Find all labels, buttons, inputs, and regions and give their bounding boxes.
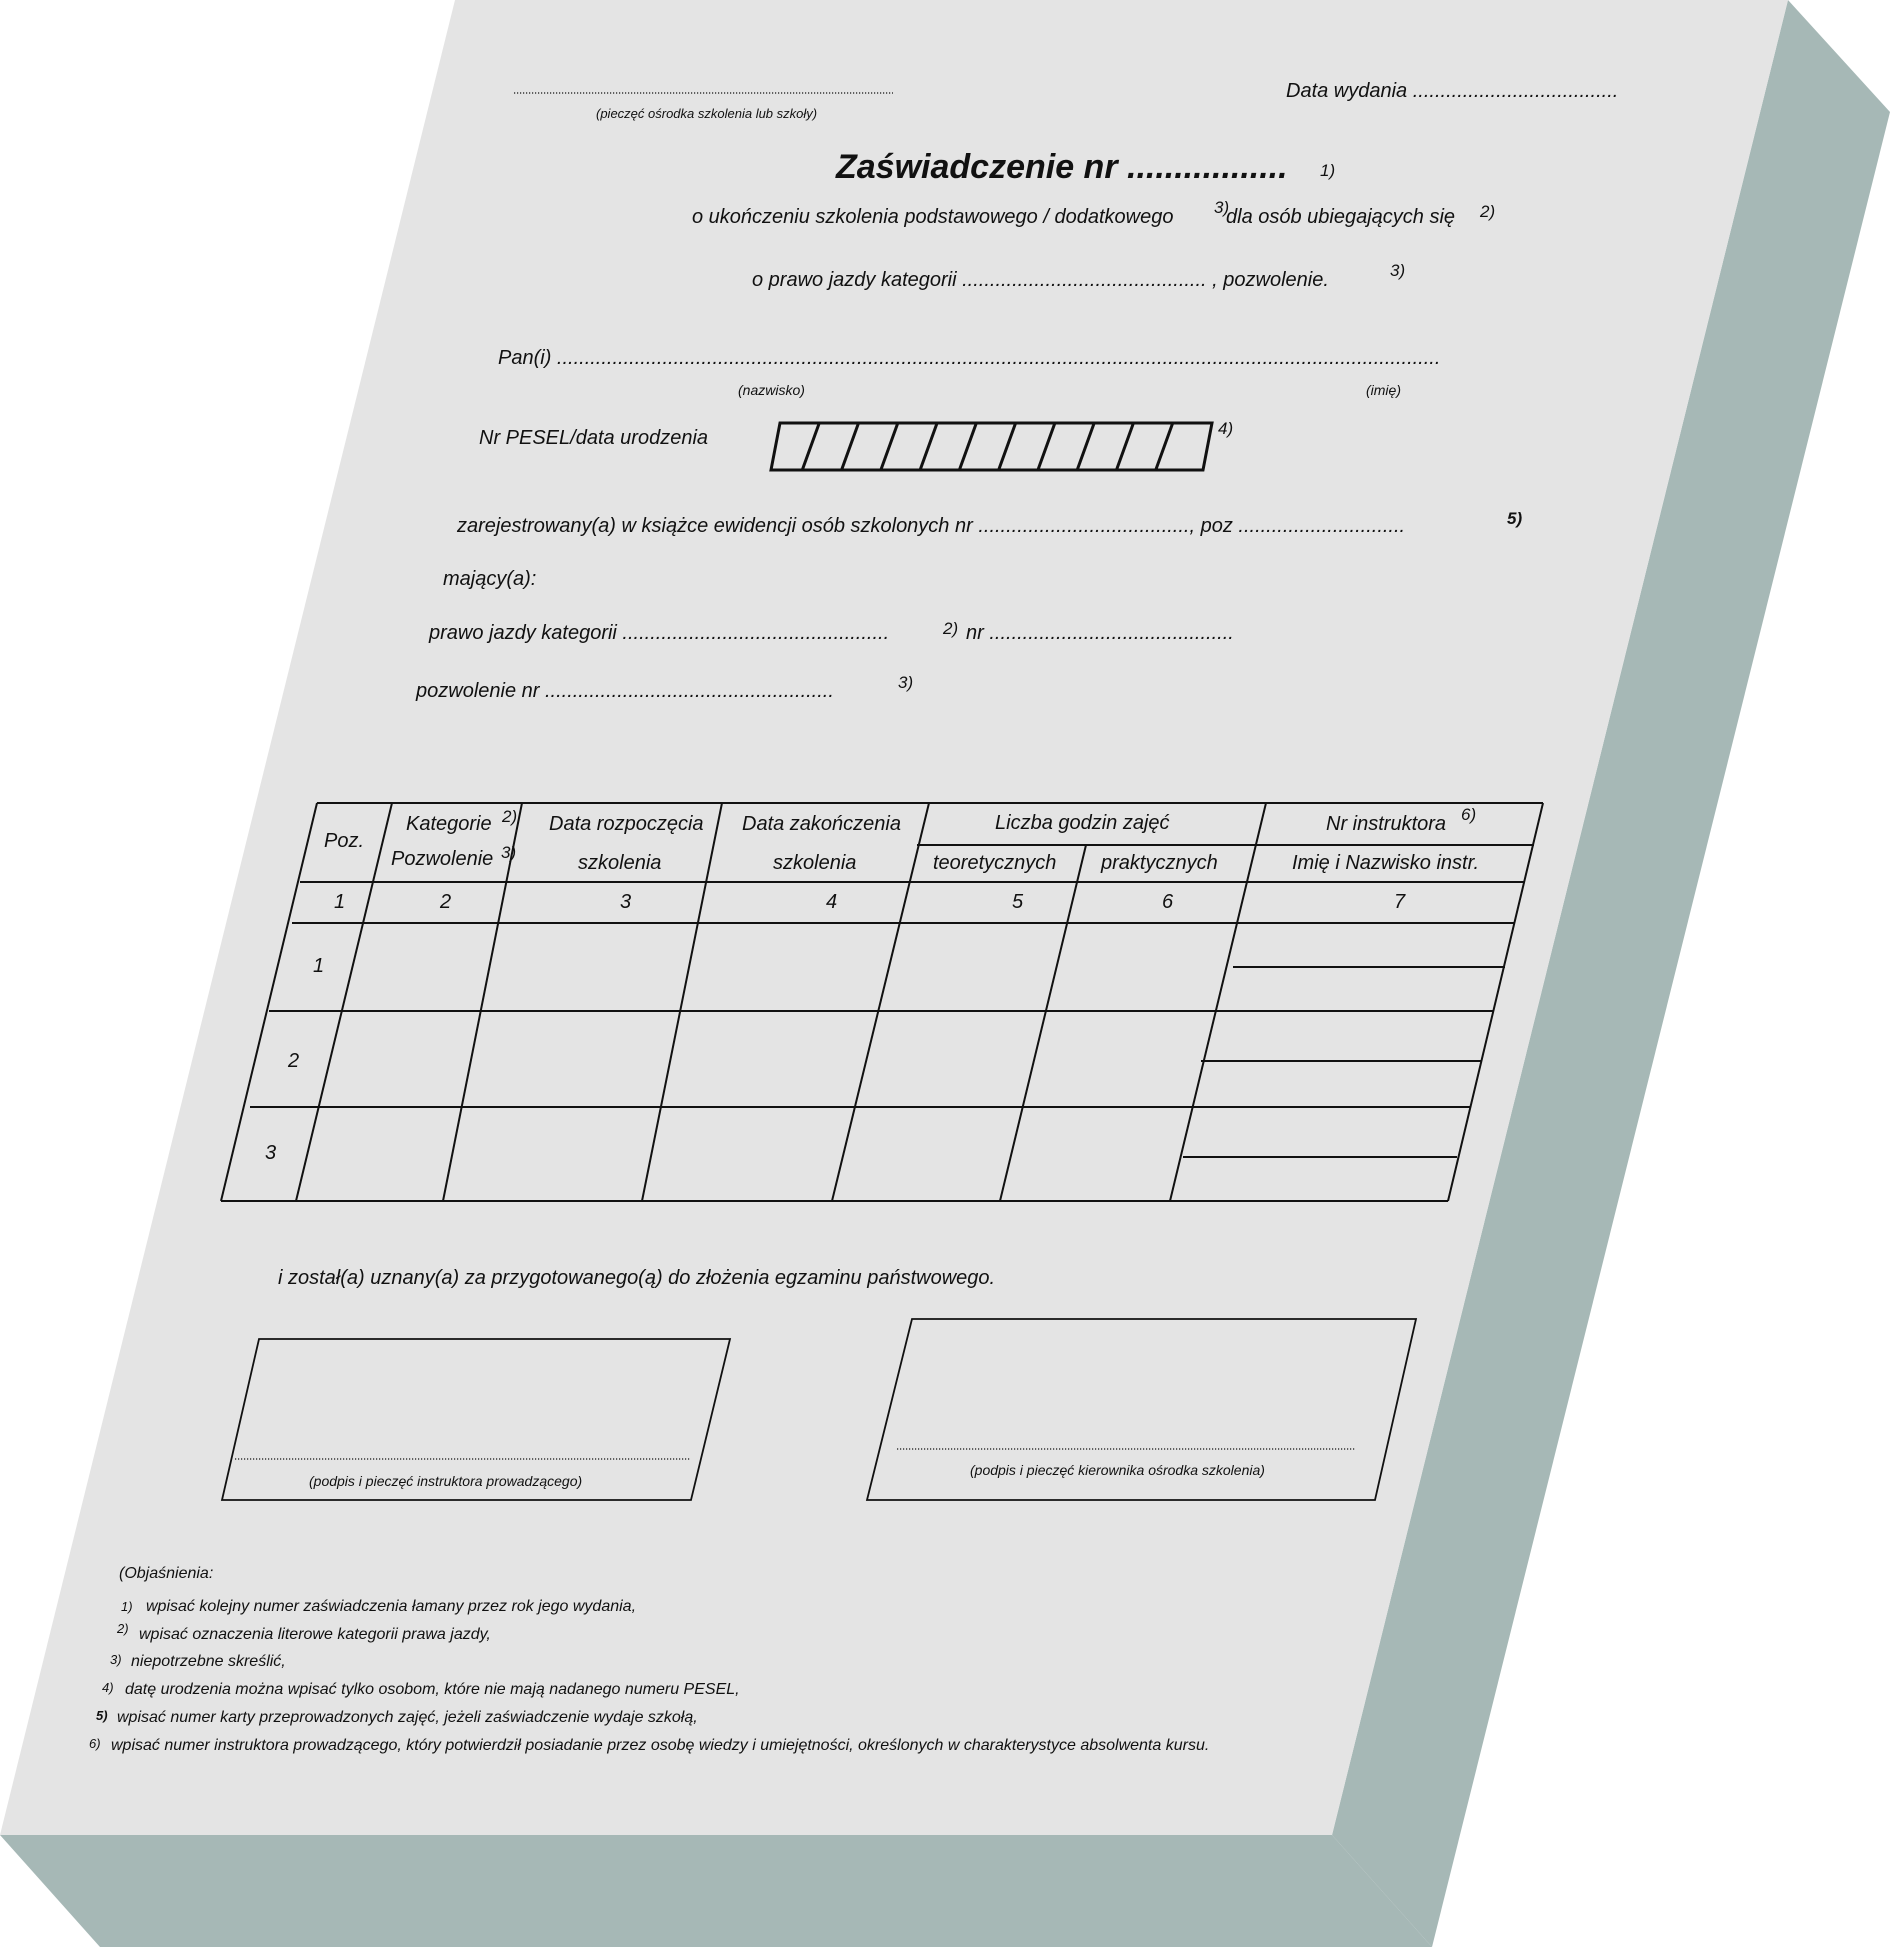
table-header-theory: teoretycznych	[933, 852, 1057, 874]
table-header-kategorie: Kategorie	[406, 813, 492, 835]
page-title: Zaświadczenie nr .................	[836, 148, 1288, 186]
column-number: 1	[334, 891, 346, 913]
column-number: 4	[826, 891, 838, 913]
footnote-text: wpisać kolejny numer zaświadczenia łamany przez rok jego wydania,	[146, 1598, 637, 1615]
issue-date-field: Data wydania .....................................	[1286, 80, 1619, 102]
footnote-text: datę urodzenia można wpisać tylko osobom, które nie mają nadanego numeru PESEL,	[125, 1681, 740, 1698]
table-header-end-date-2: szkolenia	[773, 852, 857, 874]
conclusion-text: i został(a) uznany(a) za przygotowanego(ą) do złożenia egzaminu państwowego.	[278, 1267, 996, 1289]
subtitle-line-1: o ukończeniu szkolenia podstawowego / dodatkowego	[692, 206, 1174, 228]
column-number: 2	[440, 891, 452, 913]
pesel-footnote-mark: 4)	[1218, 419, 1234, 438]
instructor-signature-caption: (podpis i pieczęć instruktora prowadzącego)	[309, 1473, 583, 1489]
permit-field: pozwolenie nr ....................................................	[416, 680, 834, 702]
footnote-mark: 1)	[121, 1599, 133, 1614]
subtitle-line-2: o prawo jazdy kategorii ............................................ , pozwolenie.	[752, 269, 1329, 291]
column-number: 6	[1162, 891, 1174, 913]
footnote-mark: 2)	[117, 1621, 129, 1636]
permit-footnote-mark: 3)	[898, 673, 914, 692]
table-header-instructor-note: 6)	[1461, 805, 1477, 824]
license-field: prawo jazdy kategorii ................................................	[429, 622, 890, 644]
column-number: 7	[1394, 891, 1406, 913]
registration-footnote-mark: 5)	[1507, 509, 1523, 528]
footnote-mark: 6)	[89, 1736, 101, 1751]
table-header-poz: Poz.	[324, 830, 365, 852]
subtitle-line-1-cont: dla osób ubiegających się	[1226, 206, 1456, 228]
footnote-mark: 3)	[110, 1652, 122, 1667]
license-number-field: nr ............................................	[966, 622, 1234, 644]
firstname-caption: (imię)	[1366, 382, 1401, 398]
subtitle-note-2: 2)	[1480, 202, 1496, 221]
footnote-mark: 4)	[102, 1680, 114, 1695]
table-header-pozwolenie-note: 3)	[501, 843, 517, 862]
row-number: 2	[288, 1050, 300, 1072]
table-header-instructor-nr: Nr instruktora	[1326, 813, 1447, 835]
pesel-label: Nr PESEL/data urodzenia	[479, 427, 709, 449]
footnote-mark: 5)	[96, 1708, 108, 1723]
registration-field: zarejestrowany(a) w książce ewidencji osób szkolonych nr ......................................, poz ..............................	[457, 515, 1406, 537]
having-label: mający(a):	[443, 568, 537, 590]
footnote-text: wpisać numer instruktora prowadzącego, który potwierdził posiadanie przez osobę wiedzy i umiejętności, określonych w charakterystyce absolwenta kursu.	[111, 1737, 1210, 1754]
table-header-instructor-name: Imię i Nazwisko instr.	[1292, 852, 1480, 874]
license-footnote-mark: 2)	[943, 619, 959, 638]
subtitle-note-3: 3)	[1214, 198, 1230, 217]
footnote-text: wpisać numer karty przeprowadzonych zajęć, jeżeli zaświadczenie wydaje szkołą,	[117, 1709, 698, 1726]
surname-caption: (nazwisko)	[738, 382, 805, 398]
manager-signature-caption: (podpis i pieczęć kierownika ośrodka szkolenia)	[970, 1462, 1265, 1478]
column-number: 3	[620, 891, 632, 913]
table-header-kategorie-note: 2)	[502, 807, 518, 826]
row-number: 1	[313, 955, 325, 977]
footnote-text: niepotrzebne skreślić,	[131, 1653, 286, 1670]
table-header-pozwolenie: Pozwolenie	[391, 848, 494, 870]
table-header-practice: praktycznych	[1101, 852, 1218, 874]
table-header-end-date-1: Data zakończenia	[742, 813, 901, 835]
column-number: 5	[1012, 891, 1024, 913]
title-footnote-mark: 1)	[1320, 161, 1336, 180]
table-header-hours: Liczba godzin zajęć	[995, 812, 1170, 834]
stamp-caption: (pieczęć ośrodka szkolenia lub szkoły)	[596, 106, 818, 121]
name-field: Pan(i) ...............................................................................................................................................................	[498, 347, 1441, 369]
footnotes-heading: (Objaśnienia:	[119, 1565, 214, 1582]
row-number: 3	[265, 1142, 277, 1164]
table-header-start-date-2: szkolenia	[578, 852, 662, 874]
subtitle-line-2-note: 3)	[1390, 261, 1406, 280]
footnote-text: wpisać oznaczenia literowe kategorii prawa jazdy,	[139, 1626, 491, 1643]
table-header-start-date-1: Data rozpoczęcia	[549, 813, 704, 835]
